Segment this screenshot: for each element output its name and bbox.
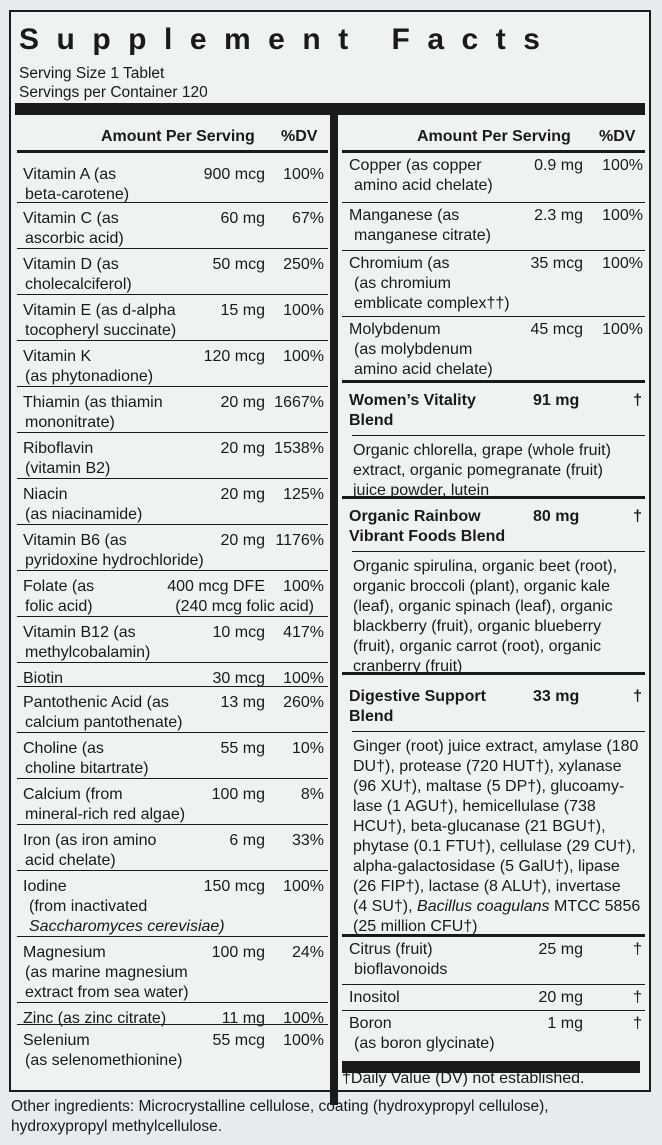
blend-ingredient-line: (4 SU†), Bacillus coagulans MTCC 5856 (353, 898, 641, 915)
nutrient-row (15, 433, 328, 479)
blend-ingredient-line: (26 FIP†), lactase (8 ALU†), invertase (353, 878, 621, 895)
nutrient-name-line: amino acid chelate) (354, 361, 493, 378)
nutrient-dv: 100% (283, 1010, 324, 1027)
blend-ingredient-line: Organic spirulina, organic beet (root), (353, 558, 618, 575)
nutrient-dv: 100% (283, 1032, 324, 1049)
blend-name-line: Blend (349, 708, 394, 725)
nutrient-amount: 150 mcg (203, 878, 265, 895)
nutrient-dv: 100% (283, 878, 324, 895)
nutrient-row (15, 479, 328, 525)
nutrient-amount: 13 mg (220, 694, 265, 711)
nutrient-name-line: methylcobalamin) (25, 644, 151, 661)
nutrient-name-line: Vitamin B12 (as (23, 624, 136, 641)
nutrient-row (15, 571, 328, 617)
nutrient-amount: 35 mcg (530, 255, 583, 272)
nutrient-name-line: (as molybdenum (354, 341, 473, 358)
nutrient-amount: 0.9 mg (534, 157, 583, 174)
nutrient-dv: 67% (291, 210, 324, 227)
nutrient-name-line: Copper (as copper (349, 157, 482, 174)
nutrient-name-line: bioflavonoids (354, 961, 448, 978)
nutrient-name-line: choline bitartrate) (25, 760, 149, 777)
nutrient-row (15, 1025, 328, 1071)
nutrient-row (340, 203, 645, 251)
nutrient-amount-detail: (240 mcg folic acid) (175, 598, 314, 615)
nutrient-row (340, 153, 645, 203)
nutrient-name-line: manganese citrate) (354, 227, 491, 244)
nutrient-name-line: Pantothenic Acid (as (23, 694, 169, 711)
nutrient-name-line: emblicate complex††) (354, 295, 510, 312)
nutrient-name-line: Iodine (23, 878, 67, 895)
supplement-facts-panel (9, 10, 651, 1092)
left-header-amount: Amount Per Serving (101, 128, 255, 145)
nutrient-amount: 2.3 mg (534, 207, 583, 224)
nutrient-name-line: Saccharomyces cerevisiae) (29, 918, 225, 935)
blend-name-divider (352, 551, 645, 552)
nutrient-name-line: Iron (as iron amino (23, 832, 157, 849)
nutrient-amount: 20 mg (220, 532, 265, 549)
nutrient-name-line: Vitamin C (as (23, 210, 119, 227)
nutrient-name-line: Vitamin K (23, 348, 92, 365)
blend-ingredient-line: Ginger (root) juice extract, amylase (180 (353, 738, 639, 755)
nutrient-amount: 25 mg (538, 941, 583, 958)
nutrient-amount: 20 mg (220, 394, 265, 411)
nutrient-name-line: Biotin (23, 670, 64, 687)
blend-block (340, 499, 645, 675)
nutrient-name-line: (from inactivated (29, 898, 148, 915)
blend-ingredient-line: cranberry (fruit) (353, 658, 463, 675)
nutrient-name-line: Calcium (from (23, 786, 123, 803)
nutrient-dv: 100% (602, 157, 643, 174)
nutrient-name-line: (as marine magnesium (25, 964, 188, 981)
nutrient-name-line: Manganese (as (349, 207, 460, 224)
nutrient-amount: 60 mg (220, 210, 265, 227)
nutrient-name-line: mononitrate) (25, 414, 115, 431)
header-divider-bar (15, 103, 645, 115)
nutrient-name-line: acid chelate) (25, 852, 116, 869)
blend-ingredient-line: lase (1 AGU†), hemicellulase (738 (353, 798, 596, 815)
blend-ingredient-line: alpha-galactosidase (5 GalU†), lipase (353, 858, 620, 875)
blend-ingredient-line: (leaf), organic spinach (leaf), organic (353, 598, 613, 615)
nutrient-row (15, 779, 328, 825)
nutrient-row (15, 1003, 328, 1025)
nutrient-name-line: extract from sea water) (25, 984, 189, 1001)
nutrient-row (15, 341, 328, 387)
blend-dv: † (633, 688, 642, 705)
nutrient-name-line: cholecalciferol) (25, 276, 132, 293)
nutrient-amount: 10 mcg (212, 624, 265, 641)
footnote: †Daily Value (DV) not established. (342, 1070, 585, 1087)
blend-divider (342, 672, 645, 675)
nutrient-amount: 20 mg (220, 486, 265, 503)
blend-ingredient-line: (fruit), organic carrot (root), organic (353, 638, 602, 655)
nutrient-dv: 100% (283, 348, 324, 365)
servings-per-container: Servings per Container 120 (19, 84, 208, 101)
nutrient-name-line: (vitamin B2) (25, 460, 111, 477)
nutrient-name-line: Thiamin (as thiamin (23, 394, 163, 411)
other-ingredients-line: hydroxypropyl methylcellulose. (11, 1118, 223, 1135)
nutrient-dv: 100% (602, 321, 643, 338)
nutrient-dv: 260% (283, 694, 324, 711)
right-header-dv: %DV (599, 128, 636, 145)
blend-ingredient-line: Organic chlorella, grape (whole fruit) (353, 442, 611, 459)
nutrient-amount: 1 mg (547, 1015, 583, 1032)
blend-name-divider (352, 731, 645, 732)
nutrient-amount: 6 mg (229, 832, 265, 849)
species-name: Bacillus coagulans (417, 898, 550, 915)
nutrient-name-line: Riboflavin (23, 440, 94, 457)
nutrient-row (15, 203, 328, 249)
blend-ingredient-line: phytase (0.1 FTU†), cellulase (29 CU†), (353, 838, 636, 855)
nutrient-amount: 100 mg (211, 786, 265, 803)
nutrient-name-line: Vitamin D (as (23, 256, 119, 273)
blend-ingredient-line: DU†), protease (720 HUT†), xylanase (353, 758, 622, 775)
nutrient-row (340, 251, 645, 317)
nutrient-dv: 8% (300, 786, 324, 803)
nutrient-dv: 1176% (275, 532, 324, 549)
nutrient-amount: 120 mcg (203, 348, 265, 365)
other-ingredients (11, 1097, 651, 1137)
blend-name-line: Digestive Support (349, 688, 486, 705)
nutrient-dv: 100% (602, 255, 643, 272)
nutrient-name-line: Inositol (349, 989, 400, 1006)
nutrient-row (340, 985, 645, 1011)
nutrient-name-line: Molybdenum (349, 321, 441, 338)
nutrient-dv: 33% (291, 832, 324, 849)
nutrient-name-line: pyridoxine hydrochloride) (25, 552, 204, 569)
nutrient-name-line: amino acid chelate) (354, 177, 493, 194)
blend-ingredient-line: (96 XU†), maltase (5 DP†), glucoamy- (353, 778, 625, 795)
blend-amount: 33 mg (533, 688, 580, 705)
nutrient-dv: 125% (283, 486, 324, 503)
nutrient-name-line: (as phytonadione) (25, 368, 154, 385)
nutrient-name-line: mineral-rich red algae) (25, 806, 186, 823)
blend-block (340, 383, 645, 499)
nutrient-name-line: Boron (349, 1015, 392, 1032)
nutrient-row (15, 617, 328, 663)
nutrient-name-line: (as chromium (354, 275, 451, 292)
nutrient-dv: 100% (283, 670, 324, 687)
nutrient-name-line: Magnesium (23, 944, 106, 961)
nutrient-dv: † (633, 1015, 642, 1032)
nutrient-row (340, 1011, 645, 1057)
nutrient-name-line: Citrus (fruit) (349, 941, 433, 958)
nutrient-dv: 100% (283, 166, 324, 183)
nutrient-name-line: Niacin (23, 486, 68, 503)
nutrient-amount: 15 mg (220, 302, 265, 319)
nutrient-amount: 50 mcg (212, 256, 265, 273)
nutrient-name-line: folic acid) (25, 598, 93, 615)
nutrient-name-line: Vitamin B6 (as (23, 532, 127, 549)
nutrient-dv: 100% (283, 578, 324, 595)
nutrient-amount: 100 mg (211, 944, 265, 961)
nutrient-name-line: Choline (as (23, 740, 104, 757)
nutrient-name-line: Folate (as (23, 578, 95, 595)
nutrient-name-line: Selenium (23, 1032, 90, 1049)
nutrient-dv: 10% (291, 740, 324, 757)
blend-name-line: Organic Rainbow (349, 508, 481, 525)
nutrient-row (15, 295, 328, 341)
nutrient-name-line: ascorbic acid) (25, 230, 124, 247)
left-header-rule (17, 150, 328, 153)
nutrient-name-line: Chromium (as (349, 255, 450, 272)
nutrient-dv: † (633, 989, 642, 1006)
nutrient-row (340, 937, 645, 985)
nutrient-row (15, 937, 328, 1003)
nutrient-amount: 20 mg (538, 989, 583, 1006)
nutrient-amount: 55 mcg (212, 1032, 265, 1049)
nutrient-name-line: Vitamin E (as d-alpha (23, 302, 176, 319)
blend-ingredient-line: organic broccoli (plant), organic kale (353, 578, 611, 595)
nutrient-name-line: beta-carotene) (25, 186, 130, 203)
nutrient-amount: 45 mcg (530, 321, 583, 338)
nutrient-dv: 100% (283, 302, 324, 319)
nutrient-dv: 1667% (274, 394, 324, 411)
blend-ingredient-line: HCU†), beta-glucanase (21 BGU†), (353, 818, 606, 835)
nutrient-name-line: (as boron glycinate) (354, 1035, 495, 1052)
nutrient-row (15, 733, 328, 779)
nutrient-name-line: Zinc (as zinc citrate) (23, 1010, 167, 1027)
nutrient-amount: 900 mcg (203, 166, 265, 183)
nutrient-row (15, 825, 328, 871)
nutrient-name-line: (as niacinamide) (25, 506, 143, 523)
left-header-dv: %DV (281, 128, 318, 145)
blend-amount: 80 mg (533, 508, 580, 525)
nutrient-row (15, 525, 328, 571)
nutrient-amount: 400 mcg DFE (167, 578, 265, 595)
blend-ingredient-line: juice powder, lutein (353, 482, 490, 499)
nutrient-row (15, 663, 328, 687)
nutrient-row (15, 159, 328, 203)
column-separator (330, 115, 338, 1105)
nutrient-name-line: (as selenomethionine) (25, 1052, 183, 1069)
blend-name-line: Women’s Vitality (349, 392, 476, 409)
blend-name-line: Blend (349, 412, 394, 429)
nutrient-amount: 20 mg (220, 440, 265, 457)
nutrient-dv: 100% (602, 207, 643, 224)
nutrient-row (340, 317, 645, 383)
right-header-amount: Amount Per Serving (417, 128, 571, 145)
nutrient-row (15, 387, 328, 433)
nutrient-row (15, 687, 328, 733)
blend-dv: † (633, 508, 642, 525)
blend-name-line: Vibrant Foods Blend (349, 528, 506, 545)
nutrient-amount: 30 mcg (212, 670, 265, 687)
blend-amount: 91 mg (533, 392, 580, 409)
nutrient-dv: 417% (283, 624, 324, 641)
nutrient-amount: 55 mg (220, 740, 265, 757)
blend-ingredient-line: blackberry (fruit), organic blueberry (353, 618, 602, 635)
nutrient-dv: 24% (291, 944, 324, 961)
nutrient-name-line: tocopheryl succinate) (25, 322, 177, 339)
blend-dv: † (633, 392, 642, 409)
nutrient-dv: 1538% (274, 440, 324, 457)
nutrient-name-line: calcium pantothenate) (25, 714, 183, 731)
blend-block (340, 679, 645, 937)
panel-title: Supplement Facts (19, 23, 558, 56)
nutrient-name-line: Vitamin A (as (23, 166, 117, 183)
nutrient-row (15, 871, 328, 937)
nutrient-amount: 11 mg (221, 1010, 265, 1027)
serving-size: Serving Size 1 Tablet (19, 65, 165, 82)
other-ingredients-line: Other ingredients: Microcrystalline cellulose, coating (hydroxypropyl cellulose), (11, 1098, 549, 1115)
blend-name-divider (352, 435, 645, 436)
nutrient-row (15, 249, 328, 295)
nutrient-dv: 250% (283, 256, 324, 273)
nutrient-dv: † (633, 941, 642, 958)
blend-ingredient-line: extract, organic pomegranate (fruit) (353, 462, 603, 479)
blend-ingredient-line: (25 million CFU†) (353, 918, 478, 935)
